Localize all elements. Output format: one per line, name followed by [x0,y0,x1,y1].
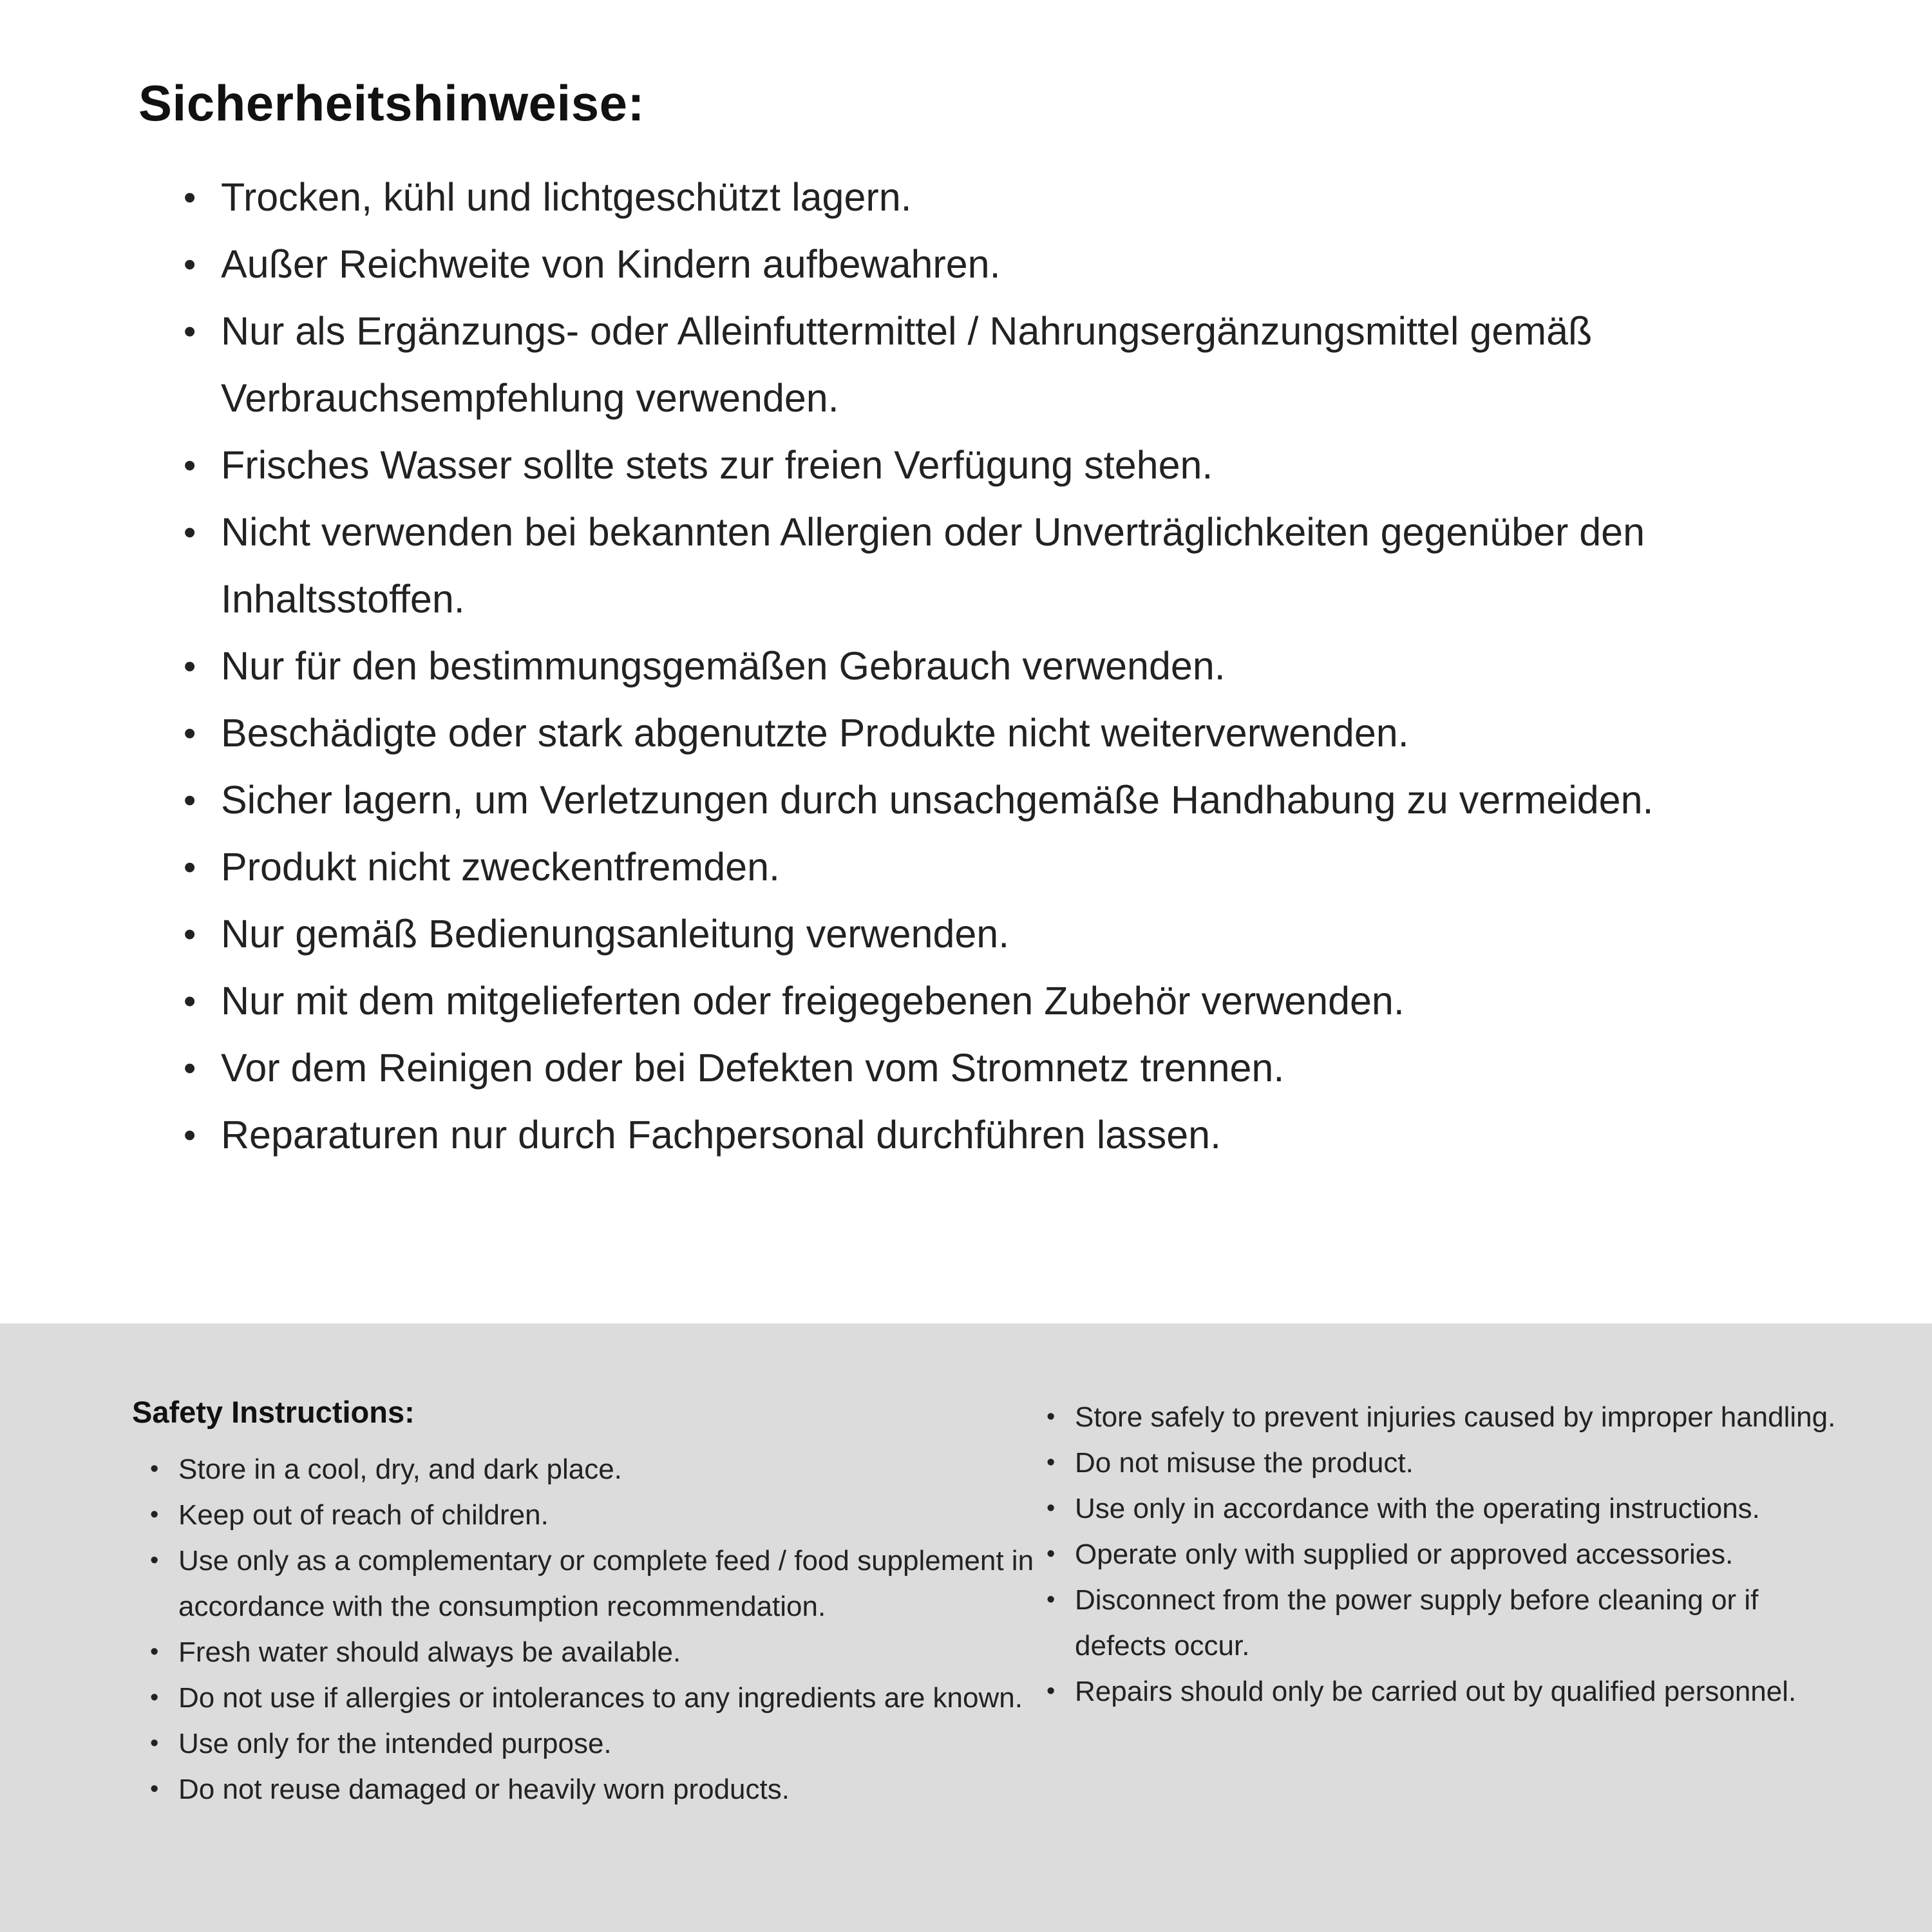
list-item: • Beschädigte oder stark abgenutzte Produkte nicht weiterverwenden. [184,699,1829,766]
list-item: • Disconnect from the power supply before cleaning or if defects occur. [1046,1577,1855,1669]
list-item: • Do not use if allergies or intolerances to any ingredients are known. [150,1675,1046,1721]
list-item: • Do not misuse the product. [1046,1440,1855,1486]
list-item: • Sicher lagern, um Verletzungen durch unsachgemäße Handhabung zu vermeiden. [184,766,1829,833]
list-item: • Use only for the intended purpose. [150,1721,1046,1766]
list-item: • Keep out of reach of children. [150,1492,1046,1538]
english-left-column [132,1394,1046,1932]
list-item: • Fresh water should always be available. [150,1629,1046,1675]
list-item: • Store in a cool, dry, and dark place. [150,1446,1046,1492]
english-safety-section [0,1323,1932,1932]
list-item: • Store safely to prevent injuries caused by improper handling. [1046,1394,1855,1440]
list-item: • Produkt nicht zweckentfremden. [184,833,1829,900]
list-item: • Operate only with supplied or approved accessories. [1046,1531,1855,1577]
list-item: • Repairs should only be carried out by qualified personnel. [1046,1669,1855,1714]
list-item: • Außer Reichweite von Kindern aufbewahren. [184,231,1829,298]
list-item: • Do not reuse damaged or heavily worn products. [150,1766,1046,1812]
list-item: • Trocken, kühl und lichtgeschützt lagern. [184,164,1829,231]
list-item: • Nur als Ergänzungs- oder Alleinfuttermittel / Nahrungsergänzungsmittel gemäß Verbrauchsempfehlung verwenden. [184,298,1829,431]
list-item: • Nur mit dem mitgelieferten oder freigegebenen Zubehör verwenden. [184,967,1829,1034]
list-item: • Nur für den bestimmungsgemäßen Gebrauch verwenden. [184,632,1829,699]
list-item: • Use only in accordance with the operating instructions. [1046,1486,1855,1531]
list-item: • Frisches Wasser sollte stets zur freien Verfügung stehen. [184,431,1829,498]
list-item: • Nur gemäß Bedienungsanleitung verwenden. [184,900,1829,967]
german-safety-list [138,164,1829,1168]
list-item: • Use only as a complementary or complete feed / food supplement in accordance with the consumption recommendation. [150,1538,1046,1629]
english-safety-list-left [132,1446,1046,1812]
english-right-column [1046,1394,1855,1932]
list-item: • Reparaturen nur durch Fachpersonal durchführen lassen. [184,1101,1829,1168]
german-section-title: Sicherheitshinweise: [138,75,645,131]
english-safety-list-right [1046,1394,1855,1714]
list-item: • Nicht verwenden bei bekannten Allergien oder Unverträglichkeiten gegenüber den Inhaltsstoffen. [184,498,1829,632]
english-section-title: Safety Instructions: [132,1395,415,1429]
list-item: • Vor dem Reinigen oder bei Defekten vom Stromnetz trennen. [184,1034,1829,1101]
